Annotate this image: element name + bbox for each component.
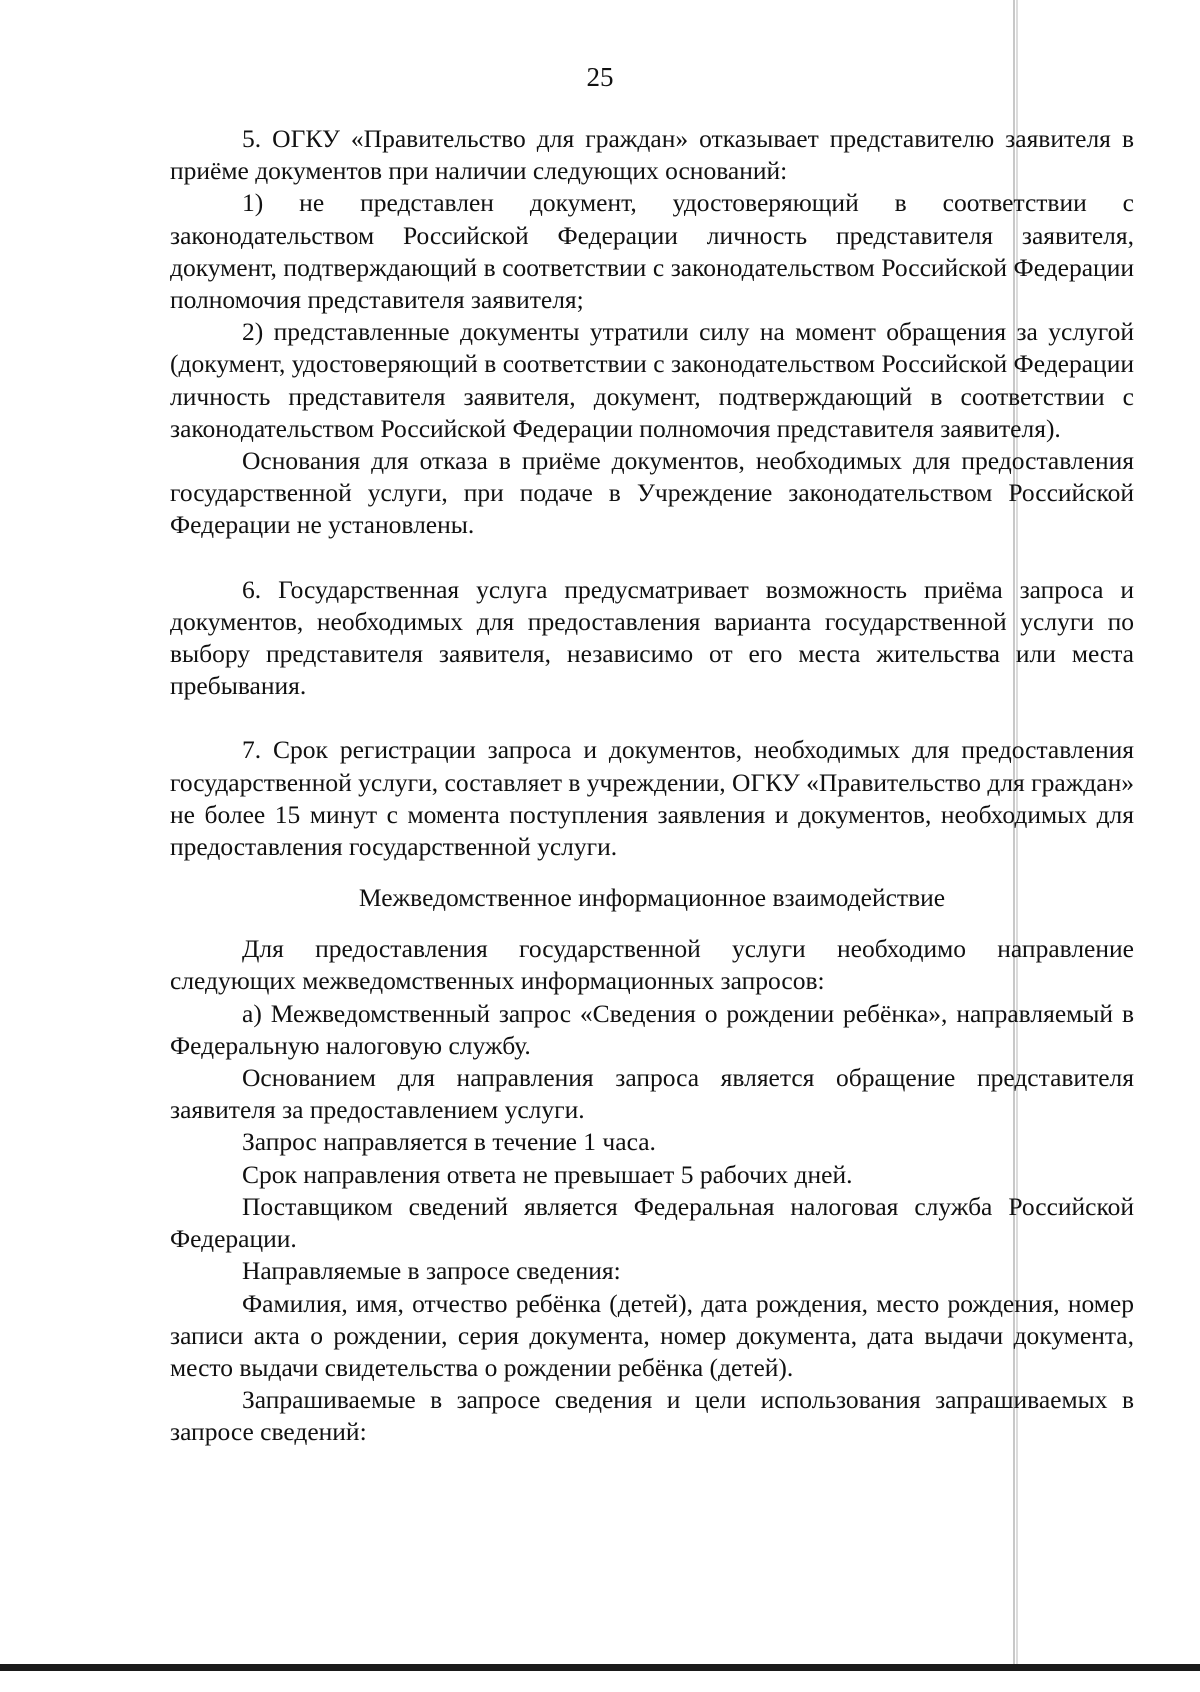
paragraph: 7. Срок регистрации запроса и документов, необходимых для предоставления государственной услуги, составляет в учреждении, ОГКУ «Правительство для граждан» не более 15 минут с момента поступления заявления и документов, необходимых для предоставления государственной услуги.	[170, 735, 1134, 862]
paragraph: Для предоставления государственной услуги необходимо направление следующих межведомственных информационных запросов:	[170, 934, 1134, 996]
paragraph: Основания для отказа в приёме документов, необходимых для предоставления государственной услуги, при подаче в Учреждение законодательством Российской Федерации не установлены.	[170, 446, 1134, 540]
paragraph: Фамилия, имя, отчество ребёнка (детей), дата рождения, место рождения, номер записи акта о рождении, серия документа, номер документа, дата выдачи документа, место выдачи свидетельства о рождении ребёнка (детей).	[170, 1288, 1134, 1382]
paragraph: 1) не представлен документ, удостоверяющий в соответствии с законодательством Российской Федерации личность представителя заявителя, документ, подтверждающий в соответствии с законодательством Российской Федерации полномочия представителя заявителя;	[170, 188, 1134, 315]
paragraph: Запрашиваемые в запросе сведения и цели использования запрашиваемых в запросе сведений:	[170, 1385, 1134, 1447]
paragraph-spacer	[170, 542, 1134, 574]
paragraph: 6. Государственная услуга предусматривает возможность приёма запроса и документов, необходимых для предоставления варианта государственной услуги по выбору представителя заявителя, независимо от его места жительства или места пребывания.	[170, 574, 1134, 701]
paragraph: Запрос направляется в течение 1 часа.	[242, 1127, 656, 1157]
paragraph-spacer	[170, 702, 1134, 734]
paragraph: Поставщиком сведений является Федеральная налоговая служба Российской Федерации.	[170, 1191, 1134, 1254]
section-heading: Межведомственное информационное взаимодействие	[358, 883, 946, 913]
paragraph: 5. ОГКУ «Правительство для граждан» отказывает представителю заявителя в приёме документов при наличии следующих оснований:	[170, 124, 1134, 186]
paragraph: а) Межведомственный запрос «Сведения о рождении ребёнка», направляемый в Федеральную налоговую службу.	[170, 998, 1134, 1060]
paragraph: 2) представленные документы утратили силу на момент обращения за услугой (документ, удостоверяющий в соответствии с законодательством Российской Федерации личность представителя заявителя, документ, подтверждающий в соответствии с законодательством Российской Федерации полномочия представителя заявителя).	[170, 317, 1134, 443]
paragraph: Основанием для направления запроса является обращение представителя заявителя за предоставлением услуги.	[170, 1063, 1134, 1125]
paragraph: Направляемые в запросе сведения:	[242, 1256, 621, 1286]
document-body	[170, 123, 1134, 1449]
bottom-border	[0, 1664, 1200, 1671]
paragraph: Срок направления ответа не превышает 5 рабочих дней.	[242, 1159, 853, 1189]
page-number: 25	[586, 62, 614, 92]
